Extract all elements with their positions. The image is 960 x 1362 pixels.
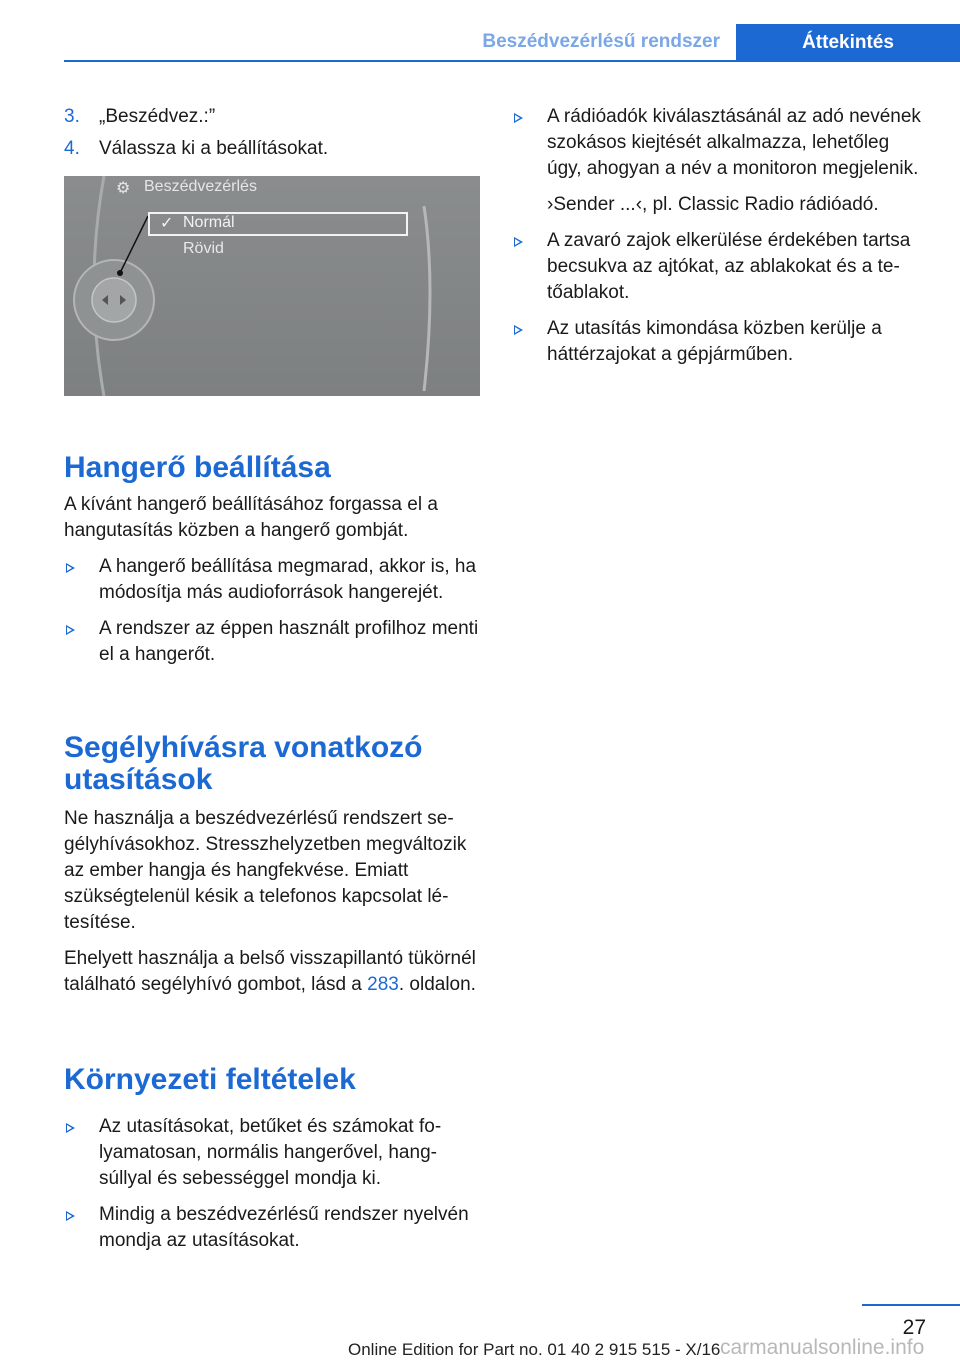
edition-line: Online Edition for Part no. 01 40 2 915 515 - X/16 <box>348 1340 721 1359</box>
step-3 <box>64 104 215 130</box>
option-short[interactable]: Rövid <box>183 240 224 257</box>
emergency-para-1: Ne használja a beszédvezérlésű rendszert segélyhívásokhoz. Stresszhelyzetben megváltozik az ember hangja és hangfekvése. Emiatt szükségtelenül késik a telefonos kapcsolat létesítése. <box>64 808 467 933</box>
watermark: carmanualsonline.info <box>720 1336 925 1359</box>
step-number: 4. <box>64 138 80 159</box>
step-text: „Beszédvez.:” <box>99 106 216 127</box>
env-bullet-2: Mindig a beszédvezérlésű rendszer nyelvén mondja az utasításokat. <box>64 1202 480 1254</box>
voice-control-screenshot <box>64 176 480 396</box>
step-text: Válassza ki a beállításokat. <box>99 138 329 159</box>
right-bullet-1-note: ›Sender ...‹, pl. Classic Radio rádióadó. <box>547 194 879 215</box>
volume-intro: A kívánt hangerő beállításához forgassa el a hangutasítás közben a hangerő gombját. <box>64 494 438 541</box>
step-4 <box>64 136 328 162</box>
checkmark-icon: ✓ <box>160 215 174 232</box>
controller-graphic <box>64 176 480 396</box>
triangle-bullet-icon <box>66 563 75 573</box>
right-bullet-3: Az utasítás kimondása közben kerülje a háttérzajokat a gépjárműben. <box>512 316 928 368</box>
triangle-bullet-icon <box>66 625 75 635</box>
page-link-283[interactable]: 283 <box>367 974 399 995</box>
gear-icon: ⚙ <box>116 180 131 197</box>
header-rule <box>64 60 960 62</box>
option-normal[interactable]: Normál <box>183 214 235 231</box>
footer-rule <box>862 1304 960 1306</box>
triangle-bullet-icon <box>514 113 523 123</box>
section-environment <box>64 1064 480 1264</box>
heading-environment: Környezeti feltételek <box>64 1063 356 1096</box>
triangle-bullet-icon <box>66 1123 75 1133</box>
triangle-bullet-icon <box>514 237 523 247</box>
triangle-bullet-icon <box>514 325 523 335</box>
heading-emergency: Segélyhívásra vonatkozó utasítások <box>64 731 423 796</box>
section-emergency <box>64 732 480 1008</box>
screen-title: Beszédvezérlés <box>144 178 257 195</box>
step-number: 3. <box>64 106 80 127</box>
section-volume <box>64 452 480 678</box>
env-bullet-1: Az utasításokat, betűket és számokat folyamatosan, normális hangerővel, hangsúllyal és sebességgel mondja ki. <box>64 1114 480 1192</box>
header-chapter-tab[interactable]: Áttekintés <box>736 24 960 62</box>
right-column <box>512 104 928 378</box>
header-section-title: Beszédvezérlésű rendszer <box>482 31 720 52</box>
triangle-bullet-icon <box>66 1211 75 1221</box>
page-number: 27 <box>902 1316 926 1339</box>
volume-bullet-1: A hangerő beállítása megmarad, akkor is, ha módosítja más audioforrások hangerejét. <box>64 554 480 606</box>
heading-volume: Hangerő beállítása <box>64 451 331 484</box>
right-bullet-1: A rádióadók kiválasztásánál az adó nevének szokásos kiejtését alkalmazza, lehetőleg úgy, ahogyan a név a monitoron megjelenik. <box>512 104 928 182</box>
emergency-para-2: Ehelyett használja a belső visszapillantó tükörnél található segélyhívó gombot, lásd a 283. oldalon. <box>64 948 476 995</box>
right-bullet-2: A zavaró zajok elkerülése érdekében tartsa becsukva az ajtókat, az ablakokat és a tetőablakot. <box>512 228 928 306</box>
volume-bullet-2: A rendszer az éppen használt profilhoz menti el a hangerőt. <box>64 616 480 668</box>
